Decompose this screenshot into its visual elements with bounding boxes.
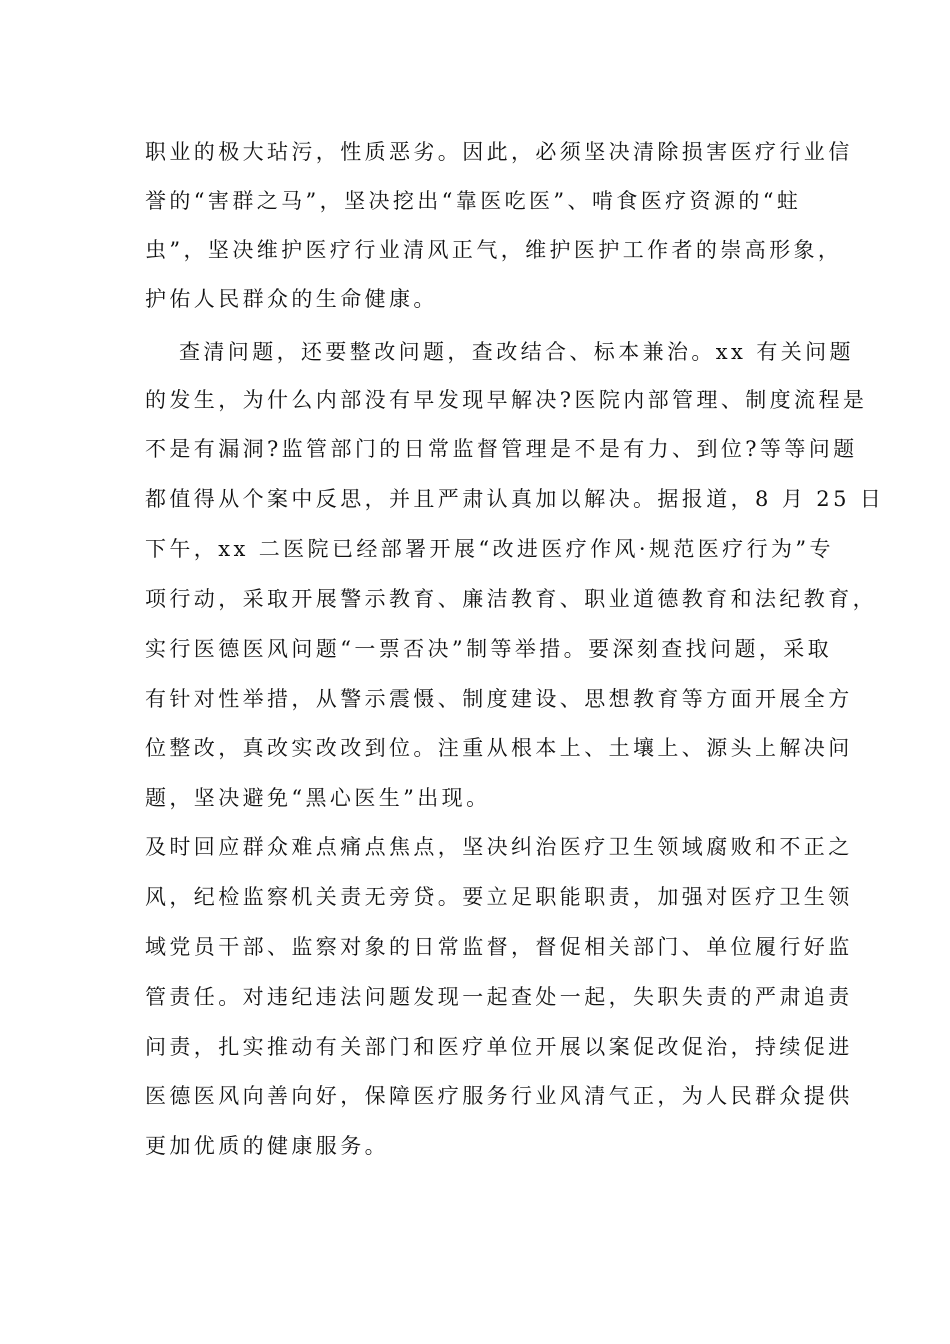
- text-line: 不是有漏洞?监管部门的日常监督管理是不是有力、到位?等等问题: [145, 437, 858, 461]
- text-line: 的发生，为什么内部没有早发现早解决?医院内部管理、制度流程是: [145, 388, 868, 412]
- text-line: 域党员干部、监察对象的日常监督，督促相关部门、单位履行好监: [145, 935, 853, 959]
- text-line: 及时回应群众难点痛点焦点，坚决纠治医疗卫生领域腐败和不正之: [145, 835, 853, 859]
- text-line: 实行医德医风问题“一票否决”制等举措。要深刻查找问题，采取: [145, 637, 833, 661]
- text-line: 题，坚决避免“黑心医生”出现。: [145, 786, 491, 810]
- text-line: 医德医风向善向好，保障医疗服务行业风清气正，为人民群众提供: [145, 1084, 853, 1108]
- text-line: 护佑人民群众的生命健康。: [145, 287, 438, 311]
- text-line: 查清问题，还要整改问题，查改结合、标本兼治。xx 有关问题: [179, 340, 854, 364]
- text-line: 下午，xx 二医院已经部署开展“改进医疗作风·规范医疗行为”专: [145, 537, 834, 561]
- text-line: 风，纪检监察机关责无旁贷。要立足职能职责，加强对医疗卫生领: [145, 885, 853, 909]
- text-line: 项行动，采取开展警示教育、廉洁教育、职业道德教育和法纪教育，: [145, 587, 877, 611]
- text-line: 职业的极大玷污，性质恶劣。因此，必须坚决清除损害医疗行业信: [145, 140, 853, 164]
- text-line: 虫”，坚决维护医疗行业清风正气，维护医护工作者的崇高形象，: [145, 238, 843, 262]
- text-line: 有针对性举措，从警示震慑、制度建设、思想教育等方面开展全方: [145, 687, 853, 711]
- text-line: 誉的“害群之马”，坚决挖出“靠医吃医”、啃食医疗资源的“蛀: [145, 189, 802, 213]
- text-line: 更加优质的健康服务。: [145, 1134, 389, 1158]
- text-line: 都值得从个案中反思，并且严肃认真加以解决。据报道，8 月 25 日: [145, 487, 885, 511]
- text-line: 位整改，真改实改改到位。注重从根本上、土壤上、源头上解决问: [145, 736, 853, 760]
- text-line: 管责任。对违纪违法问题发现一起查处一起，失职失责的严肃追责: [145, 985, 853, 1009]
- text-line: 问责，扎实推动有关部门和医疗单位开展以案促改促治，持续促进: [145, 1035, 853, 1059]
